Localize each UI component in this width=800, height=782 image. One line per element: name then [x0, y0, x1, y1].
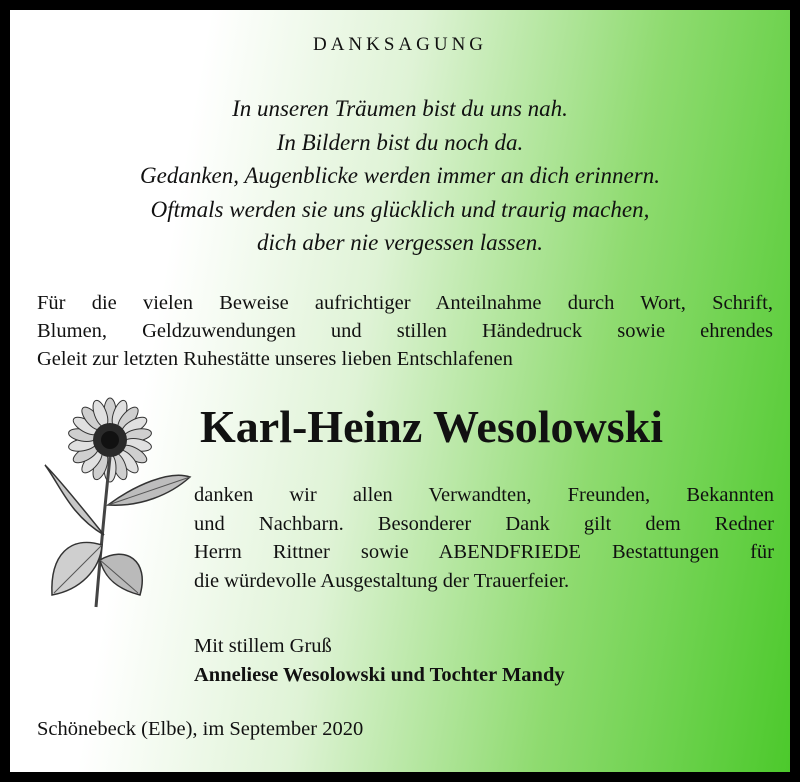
- signature-block: [194, 632, 565, 689]
- poem-line: In unseren Träumen bist du uns nah.: [232, 96, 568, 121]
- poem-line: In Bildern bist du noch da.: [276, 129, 524, 155]
- poem-line: Gedanken, Augenblicke werden immer an dich erinnern.: [140, 163, 660, 188]
- thanks-text: [194, 481, 774, 595]
- signers: Anneliese Wesolowski und Tochter Mandy: [194, 663, 565, 686]
- greeting: Mit stillem Gruß: [194, 635, 332, 657]
- intro-line: Blumen, Geldzuwendungen und stillen Händedruck sowie ehrendes: [37, 320, 773, 342]
- thanks-line: danken wir allen Verwandten, Freunden, Bekannten: [194, 484, 774, 506]
- deceased-name: Karl-Heinz Wesolowski: [200, 401, 663, 452]
- thanks-line: Herrn Rittner sowie ABENDFRIEDE Bestattungen für: [194, 541, 774, 563]
- heading: DANKSAGUNG: [312, 34, 488, 55]
- sunflower-icon: [40, 395, 200, 610]
- poem-line: dich aber nie vergessen lassen.: [257, 230, 543, 255]
- thanks-line: die würdevolle Ausgestaltung der Trauerfeier.: [194, 569, 570, 592]
- place-date: Schönebeck (Elbe), im September 2020: [37, 718, 364, 740]
- poem: [10, 92, 790, 260]
- intro-line: Geleit zur letzten Ruhestätte unseres lieben Entschlafenen: [37, 348, 513, 370]
- obituary-card: [10, 10, 790, 772]
- intro-text: [37, 289, 773, 373]
- poem-line: Oftmals werden sie uns glücklich und traurig machen,: [150, 196, 650, 222]
- thanks-line: und Nachbarn. Besonderer Dank gilt dem Redner: [194, 512, 774, 535]
- intro-line: Für die vielen Beweise aufrichtiger Anteilnahme durch Wort, Schrift,: [37, 292, 773, 314]
